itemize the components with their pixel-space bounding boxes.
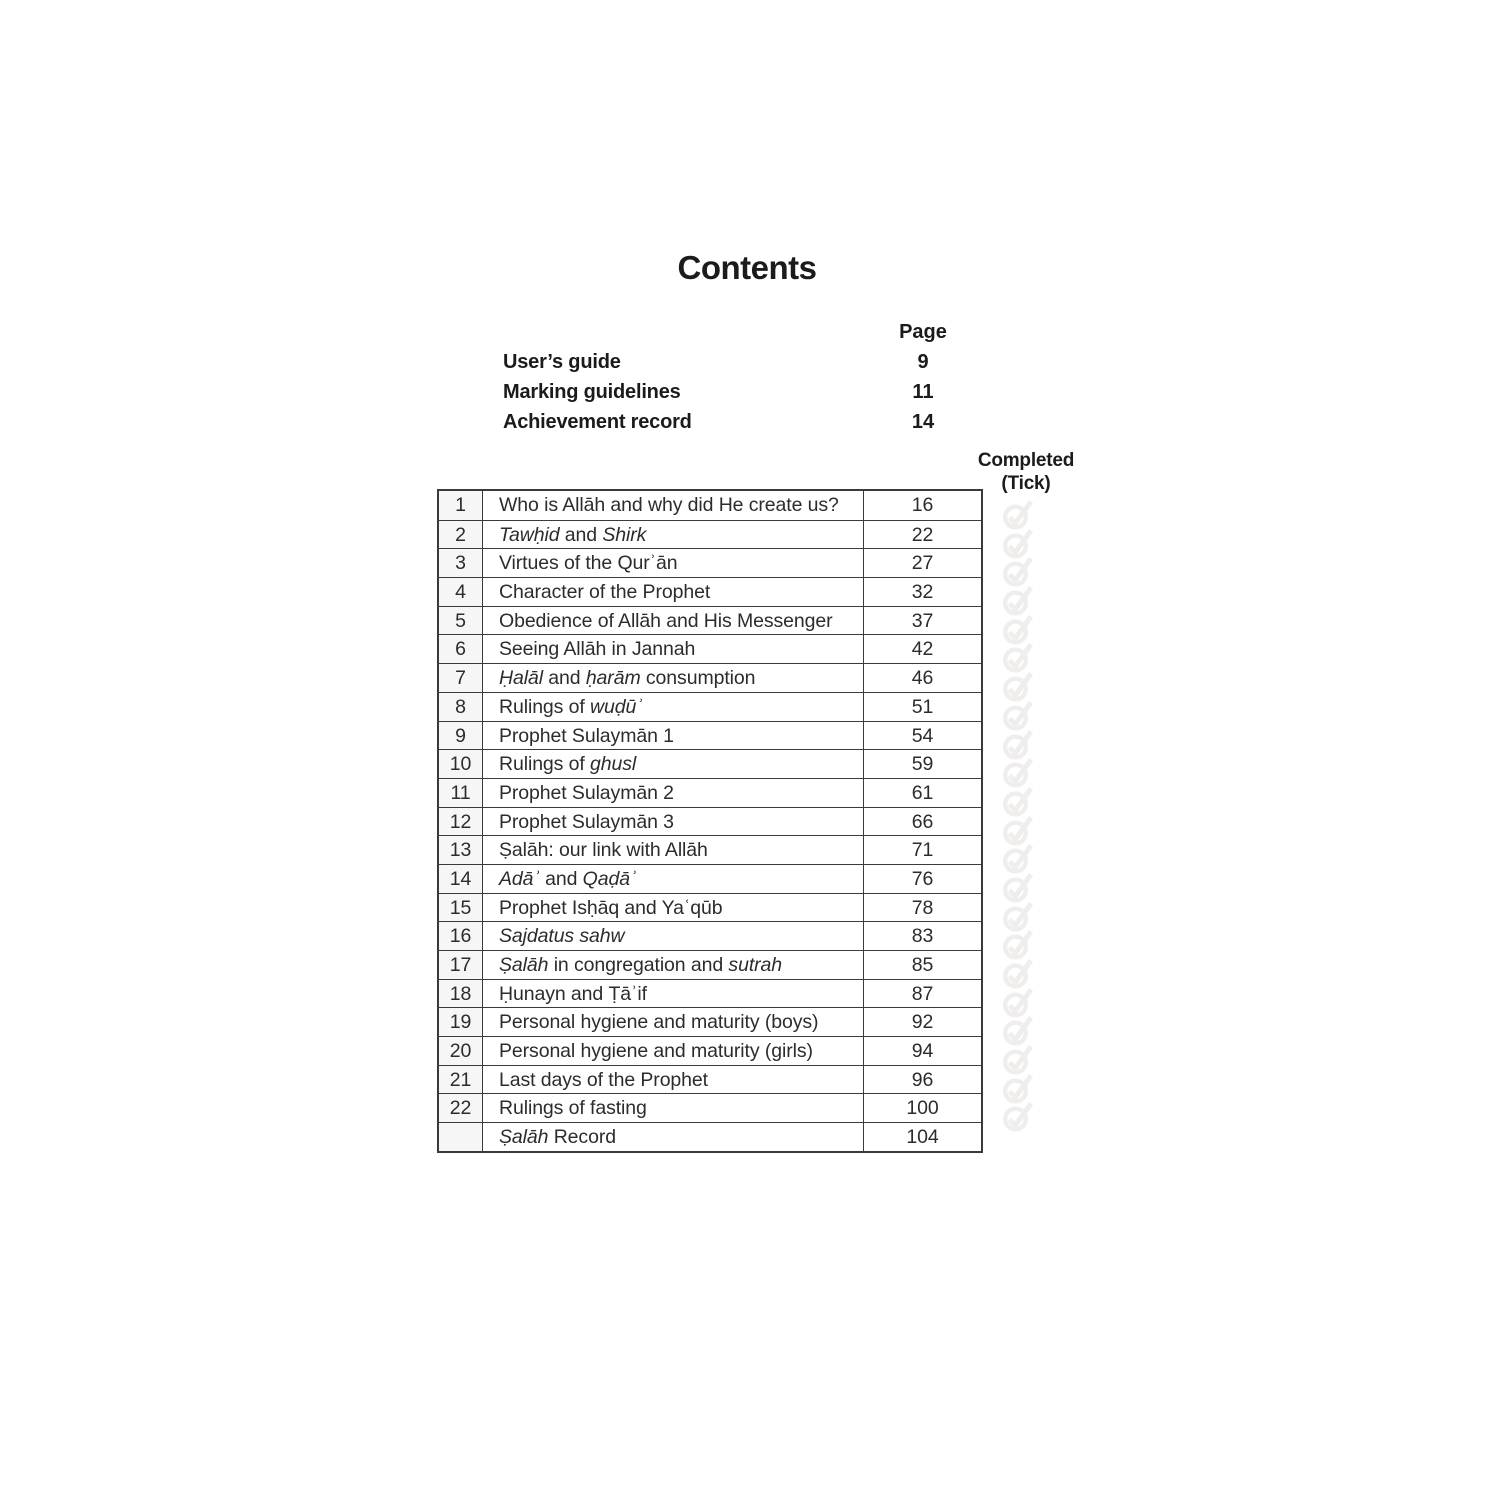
lesson-page-cell: 46 [863,664,981,692]
table-row [439,749,981,778]
lesson-title-segment: Ḥunayn and Ṭāʾif [499,982,647,1005]
lesson-number-cell: 8 [439,693,483,721]
tick-slot [1002,727,1036,756]
lesson-number-cell: 18 [439,980,483,1008]
table-row [439,1093,981,1122]
lesson-page-cell: 66 [863,808,981,836]
lesson-title-cell [483,607,863,635]
lesson-title-segment: Personal hygiene and maturity (boys) [499,1011,819,1034]
page-title: Contents [677,249,817,286]
lesson-title-segment: Qaḍāʾ [582,867,637,890]
lesson-title-segment: Record [548,1126,616,1149]
lesson-page-cell: 61 [863,779,981,807]
lesson-page-cell: 92 [863,1008,981,1036]
front-matter [437,317,983,437]
lesson-number-cell: 13 [439,836,483,864]
lesson-title-cell [483,549,863,577]
lesson-title-segment: Seeing Allāh in Jannah [499,638,696,661]
lesson-title-cell [483,1094,863,1122]
lesson-title-segment: Personal hygiene and maturity (girls) [499,1040,813,1063]
lesson-title-cell [483,894,863,922]
lesson-title-cell [483,693,863,721]
lesson-title-cell [483,1123,863,1151]
tick-slot [1002,583,1036,612]
lesson-title-segment: ghusl [590,753,637,776]
lesson-title-segment: Ṣalāh [499,1126,549,1149]
lesson-title-segment: Who is Allāh and why did He create us? [499,494,839,516]
lesson-title-segment: Rulings of [499,695,591,718]
lesson-number-cell: 2 [439,521,483,549]
lesson-number-cell: 16 [439,922,483,950]
lesson-page-cell: 51 [863,693,981,721]
table-row [439,950,981,979]
lesson-page-cell: 83 [863,922,981,950]
lesson-title-segment: and [559,523,603,546]
table-row [439,491,981,520]
lesson-number-cell: 19 [439,1008,483,1036]
lesson-page-cell: 59 [863,750,981,778]
lesson-title-segment: and [542,667,586,690]
lesson-title-segment: consumption [640,667,756,690]
lesson-title-segment: Adāʾ [499,867,540,890]
completed-label: Completed [977,450,1075,471]
tick-slot [1002,698,1036,727]
lesson-title-cell [483,865,863,893]
lesson-number-cell: 15 [439,894,483,922]
lesson-page-cell: 96 [863,1066,981,1094]
lesson-number-cell: 17 [439,951,483,979]
tick-column [1002,497,1036,1128]
lesson-title-segment: Prophet Isḥāq and Yaʿqūb [499,896,723,919]
lesson-page-cell: 16 [863,491,981,520]
lesson-title-segment: Ṣalāh: our link with Allāh [499,839,708,862]
table-row [439,692,981,721]
lesson-title-cell [483,722,863,750]
tick-slot [1002,669,1036,698]
lesson-title-cell [483,808,863,836]
table-row [439,1065,981,1094]
lesson-title-cell [483,1008,863,1036]
tick-slot [1002,927,1036,956]
lesson-title-cell [483,951,863,979]
lesson-title-segment: Ṣalāh [499,954,549,976]
lesson-title-segment: sutrah [728,954,783,976]
table-row [439,548,981,577]
lesson-title-segment: Rulings of fasting [499,1097,647,1120]
tick-slot [1002,526,1036,555]
table-row [439,835,981,864]
lesson-title-segment: Virtues of the Qurʾān [499,552,678,575]
lesson-title-segment: and [539,867,583,890]
table-row [439,921,981,950]
lesson-title-cell [483,922,863,950]
tick-slot [1002,1099,1036,1128]
table-row [439,1036,981,1065]
tick-slot [1002,985,1036,1014]
front-matter-row [437,377,983,407]
table-row [439,864,981,893]
lesson-title-segment: in congregation and [548,954,729,976]
lesson-page-cell: 85 [863,951,981,979]
front-matter-item-label: Marking guidelines [503,381,681,403]
toc-table [437,489,983,1153]
lesson-number-cell: 12 [439,808,483,836]
tick-slot [1002,497,1036,526]
lesson-page-cell: 54 [863,722,981,750]
lesson-number-cell [439,1123,483,1151]
tick-slot [1002,956,1036,985]
tick-slot [1002,1071,1036,1100]
lesson-page-cell: 32 [863,578,981,606]
lesson-title-cell [483,750,863,778]
table-row [439,1007,981,1036]
tick-circle-icon [1002,1099,1034,1133]
front-matter-item-label: Achievement record [503,411,692,433]
lesson-page-cell: 71 [863,836,981,864]
tick-slot [1002,612,1036,641]
tick-slot [1002,899,1036,928]
lesson-title-segment: Sajdatus sahw [499,925,625,948]
lesson-page-cell: 42 [863,635,981,663]
table-row [439,1122,981,1151]
table-row [439,606,981,635]
tick-slot [1002,755,1036,784]
lesson-number-cell: 14 [439,865,483,893]
lesson-number-cell: 11 [439,779,483,807]
lesson-title-segment: wuḍūʾ [590,695,643,718]
lesson-page-cell: 104 [863,1123,981,1151]
lesson-title-segment: Prophet Sulaymān 1 [499,724,674,747]
lesson-page-cell: 87 [863,980,981,1008]
lesson-title-cell [483,578,863,606]
tick-slot [1002,1013,1036,1042]
front-matter-item-page: 11 [912,381,934,403]
lesson-page-cell: 78 [863,894,981,922]
table-row [439,577,981,606]
tick-slot [1002,841,1036,870]
lesson-title-segment: ḥarām [585,667,641,690]
page-column-header: Page [899,321,947,343]
lesson-page-cell: 76 [863,865,981,893]
table-row [439,778,981,807]
lesson-title-segment: Ḥalāl [499,667,543,690]
lesson-page-cell: 37 [863,607,981,635]
lesson-title-segment: Last days of the Prophet [499,1068,708,1091]
lesson-title-cell [483,521,863,549]
front-matter-item-page: 14 [911,411,935,433]
tick-slot [1002,784,1036,813]
lesson-number-cell: 22 [439,1094,483,1122]
table-row [439,520,981,549]
front-matter-row [437,407,983,437]
front-matter-header-row [437,317,983,347]
lesson-title-segment: Prophet Sulaymān 2 [499,781,674,804]
lesson-page-cell: 100 [863,1094,981,1122]
lesson-title-cell [483,664,863,692]
lesson-number-cell: 1 [439,491,483,520]
lesson-number-cell: 7 [439,664,483,692]
lesson-number-cell: 21 [439,1066,483,1094]
table-row [439,663,981,692]
lesson-page-cell: 94 [863,1037,981,1065]
lesson-title-cell [483,635,863,663]
lesson-page-cell: 27 [863,549,981,577]
lesson-title-segment: Obedience of Allāh and His Messenger [499,609,833,632]
lesson-number-cell: 5 [439,607,483,635]
tick-slot [1002,554,1036,583]
tick-slot [1002,1042,1036,1071]
front-matter-item-page: 9 [917,351,929,373]
lesson-title-cell [483,836,863,864]
lesson-title-segment: Prophet Sulaymān 3 [499,810,674,833]
table-row [439,634,981,663]
lesson-title-segment: Rulings of [499,753,591,776]
front-matter-item-label: User’s guide [503,351,621,373]
lesson-title-cell [483,491,863,520]
tick-label: (Tick) [1001,473,1051,494]
completed-tick-header [966,449,1086,495]
lesson-title-segment: Tawḥid [499,523,560,546]
lesson-number-cell: 10 [439,750,483,778]
lesson-title-segment: Character of the Prophet [499,581,711,604]
lesson-number-cell: 9 [439,722,483,750]
lesson-page-cell: 22 [863,521,981,549]
lesson-number-cell: 20 [439,1037,483,1065]
table-row [439,807,981,836]
lesson-title-cell [483,1066,863,1094]
table-row [439,721,981,750]
table-row [439,893,981,922]
tick-slot [1002,813,1036,842]
lesson-number-cell: 4 [439,578,483,606]
lesson-title-cell [483,1037,863,1065]
lesson-title-cell [483,779,863,807]
lesson-number-cell: 3 [439,549,483,577]
lesson-title-segment: Shirk [602,523,647,546]
front-matter-row [437,347,983,377]
lesson-number-cell: 6 [439,635,483,663]
lesson-title-cell [483,980,863,1008]
tick-slot [1002,640,1036,669]
table-row [439,979,981,1008]
tick-slot [1002,870,1036,899]
